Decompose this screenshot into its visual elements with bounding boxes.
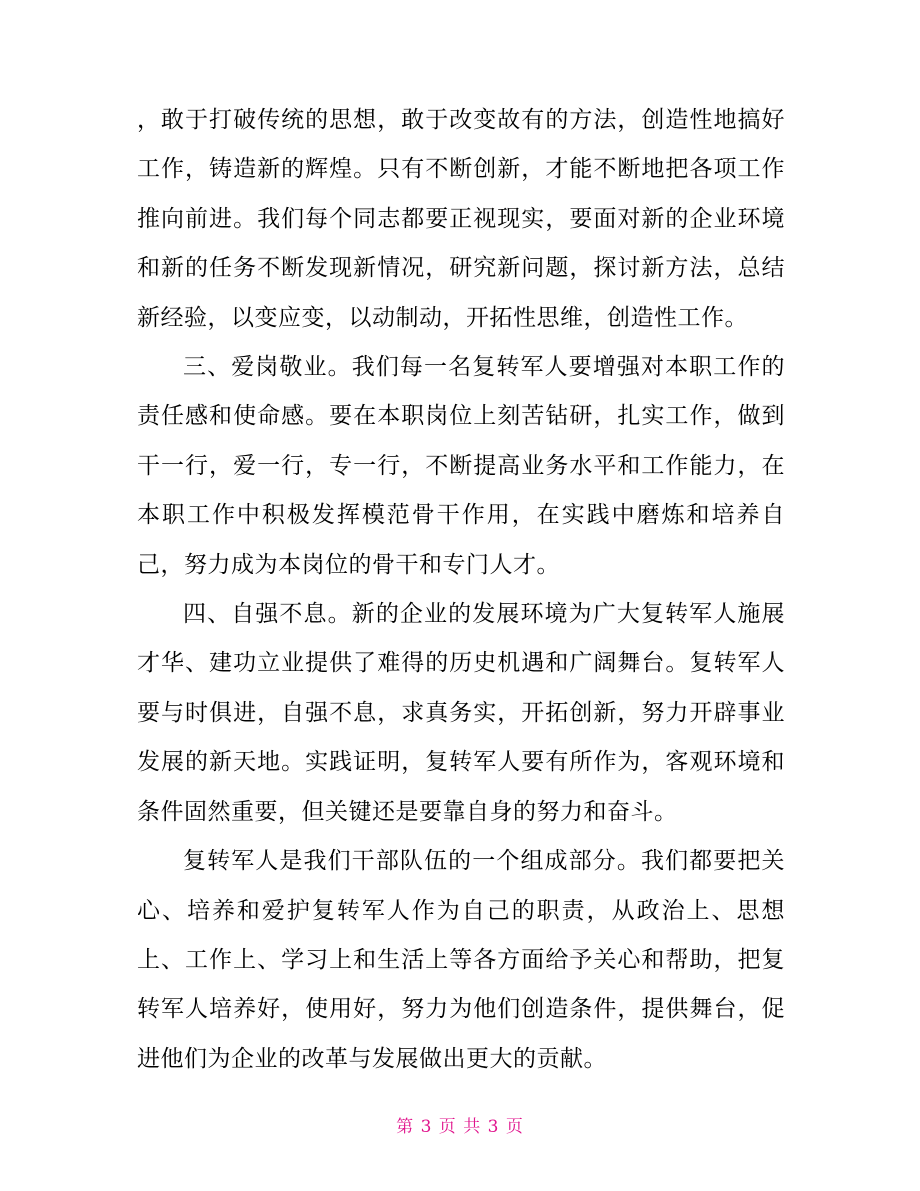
page-number-footer: 第 3 页 共 3 页 (396, 1117, 524, 1137)
document-body (137, 96, 785, 1084)
paragraph-section-3: 三、爱岗敬业。我们每一名复转军人要增强对本职工作的责任感和使命感。要在本职岗位上刻苦钻研，扎实工作，做到干一行，爱一行，专一行，不断提高业务水平和工作能力，在本职工作中积极发挥模范骨干作用，在实践中磨炼和培养自己，努力成为本岗位的骨干和专门人才。 (137, 354, 785, 578)
paragraph-continuation: ，敢于打破传统的思想，敢于改变故有的方法，创造性地搞好工作，铸造新的辉煌。只有不断创新，才能不断地把各项工作推向前进。我们每个同志都要正视现实，要面对新的企业环境和新的任务不断发现新情况，研究新问题，探讨新方法，总结新经验，以变应变，以动制动，开拓性思维，创造性工作。 (137, 107, 785, 331)
paragraph-conclusion: 复转军人是我们干部队伍的一个组成部分。我们都要把关心、培养和爱护复转军人作为自己的职责，从政治上、思想上、工作上、学习上和生活上等各方面给予关心和帮助，把复转军人培养好，使用好，努力为他们创造条件，提供舞台，促进他们为企业的改革与发展做出更大的贡献。 (137, 848, 785, 1072)
paragraph-section-4: 四、自强不息。新的企业的发展环境为广大复转军人施展才华、建功立业提供了难得的历史机遇和广阔舞台。复转军人要与时俱进，自强不息，求真务实，开拓创新，努力开辟事业发展的新天地。实践证明，复转军人要有所作为，客观环境和条件固然重要，但关键还是要靠自身的努力和奋斗。 (137, 601, 785, 825)
